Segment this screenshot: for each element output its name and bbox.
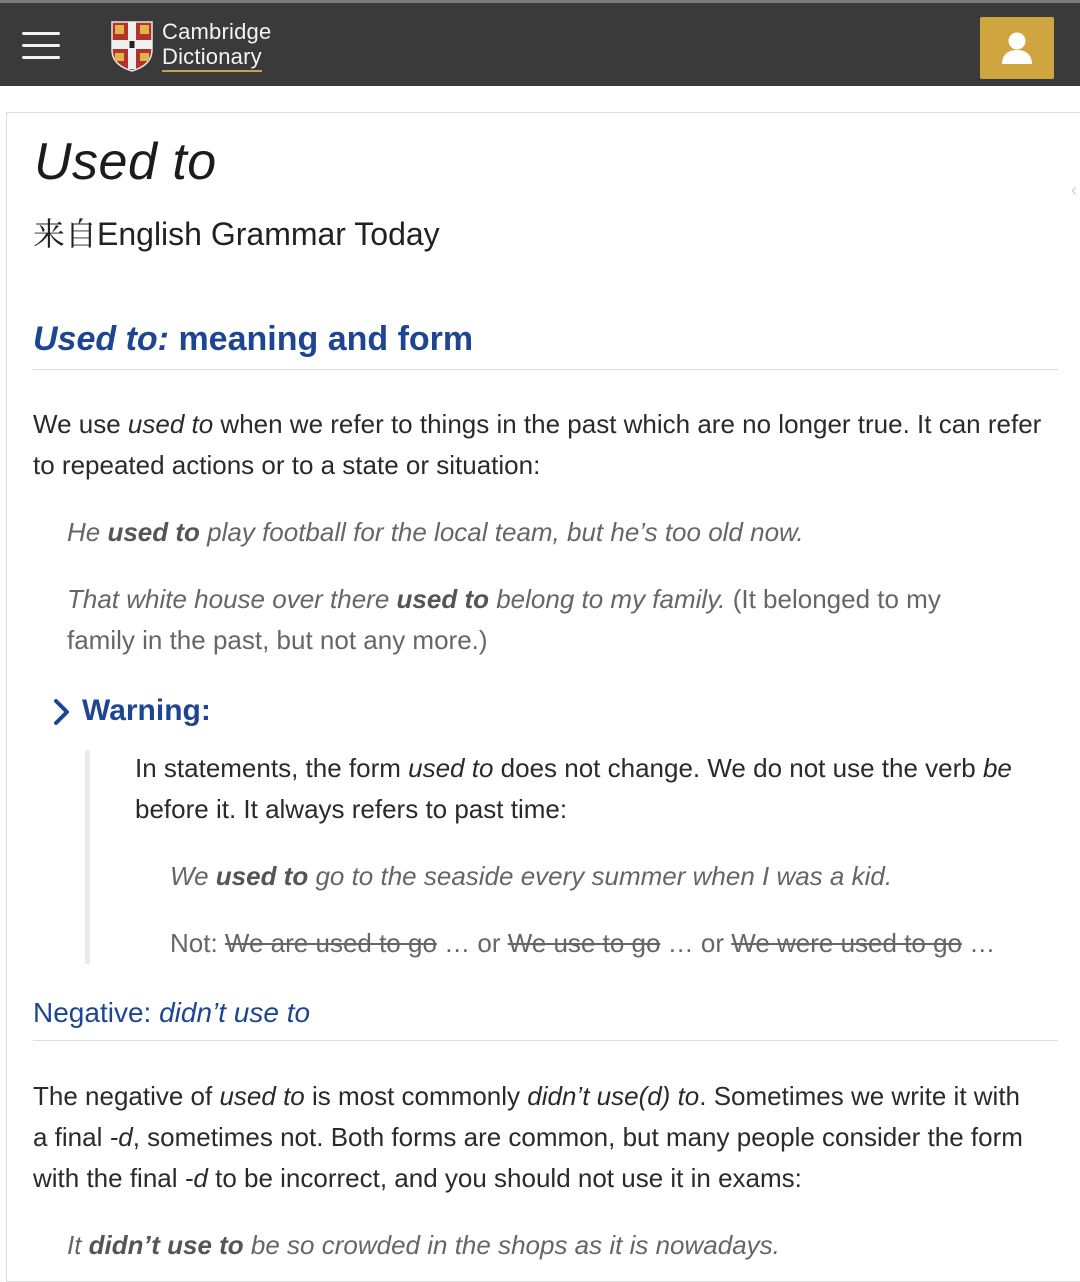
text-run: We use xyxy=(33,409,128,439)
brand-line-2: Dictionary xyxy=(162,44,262,72)
highlighted-phrase: used to xyxy=(396,584,489,614)
section-heading-meaning-and-form xyxy=(33,320,473,359)
text-run-italic: be xyxy=(982,753,1012,783)
text-run: We xyxy=(170,861,216,891)
warning-side-bar xyxy=(85,750,90,964)
warning-label: Warning: xyxy=(82,694,211,727)
text-run: , sometimes not. Both forms are common, but many people consider the form with the final xyxy=(33,1122,1023,1193)
entry-source: 来自English Grammar Today xyxy=(33,216,440,252)
heading-italic-part: Used to: xyxy=(33,320,169,358)
heading-plain-part: Negative: xyxy=(33,997,160,1028)
text-run: He xyxy=(67,517,108,547)
text-run: be so crowded in the shops as it is nowadays. xyxy=(243,1230,780,1260)
text-run-italic: used to xyxy=(127,409,214,439)
text-run: to be incorrect, and you should not use it in exams: xyxy=(207,1163,802,1193)
heading-rest-part: meaning and form xyxy=(169,320,474,358)
incorrect-form: We were used to go xyxy=(731,928,963,958)
text-run: play football for the local team, but he’s too old now. xyxy=(199,517,804,547)
top-navigation-bar xyxy=(0,0,1080,86)
incorrect-form: We use to go xyxy=(507,928,661,958)
section-divider xyxy=(33,369,1058,370)
highlighted-phrase: used to xyxy=(215,861,309,891)
highlighted-phrase: didn’t use to xyxy=(88,1230,244,1260)
separator: … or xyxy=(660,928,732,958)
heading-italic-part: didn’t use to xyxy=(159,997,311,1028)
text-run-italic: used to xyxy=(219,1081,305,1111)
intro-paragraph xyxy=(33,404,1053,486)
section-heading-negative xyxy=(33,997,310,1029)
text-run-italic: -d xyxy=(184,1163,208,1193)
text-run: . Sometimes we write it with a final xyxy=(33,1081,1020,1152)
warning-toggle[interactable] xyxy=(52,694,211,728)
not-label: Not: xyxy=(170,928,225,958)
hamburger-menu-icon[interactable] xyxy=(22,30,62,64)
text-run: belong to my family. xyxy=(488,584,726,614)
text-run-italic: -d xyxy=(109,1122,133,1152)
text-run: does not change. We do not use the verb xyxy=(493,753,983,783)
warning-text xyxy=(135,748,1065,830)
brand-line-1: Cambridge xyxy=(162,19,272,44)
text-run: The negative of xyxy=(33,1081,220,1111)
highlighted-phrase: used to xyxy=(107,517,200,547)
separator: … xyxy=(962,928,996,958)
text-run: before it. It always refers to past time: xyxy=(135,794,568,824)
warning-not-line xyxy=(170,928,995,959)
text-run: is most commonly xyxy=(304,1081,528,1111)
example-sentence-2-continued xyxy=(67,625,488,656)
cambridge-crest-icon xyxy=(110,20,154,72)
text-run: That white house over there xyxy=(67,584,397,614)
text-run: It xyxy=(67,1230,89,1260)
explanation-text: family in the past, but not any more.) xyxy=(67,625,488,655)
text-run-italic: didn’t use(d) to xyxy=(527,1081,700,1111)
separator: … or xyxy=(436,928,508,958)
text-run: In statements, the form xyxy=(135,753,409,783)
incorrect-form: We are used to go xyxy=(224,928,437,958)
warning-example xyxy=(170,861,892,892)
entry-title: Used to xyxy=(34,133,217,191)
text-run: when we refer to things in the past which are no longer true. It can refer to repeated actions or to a state or situation: xyxy=(33,409,1042,480)
negative-example xyxy=(67,1230,780,1261)
chevron-right-icon xyxy=(52,698,70,726)
user-account-button[interactable] xyxy=(980,17,1054,79)
example-sentence-1 xyxy=(67,517,804,548)
brand-name xyxy=(162,19,271,72)
negative-paragraph xyxy=(33,1076,1038,1199)
side-panel-handle-icon[interactable]: ‹ xyxy=(1071,180,1077,200)
text-run-italic: used to xyxy=(408,753,494,783)
example-sentence-2 xyxy=(67,584,941,615)
section-divider xyxy=(33,1040,1058,1041)
explanation-text: (It belonged to my xyxy=(725,584,941,614)
user-icon xyxy=(1001,31,1033,65)
text-run: go to the seaside every summer when I was a kid. xyxy=(308,861,893,891)
